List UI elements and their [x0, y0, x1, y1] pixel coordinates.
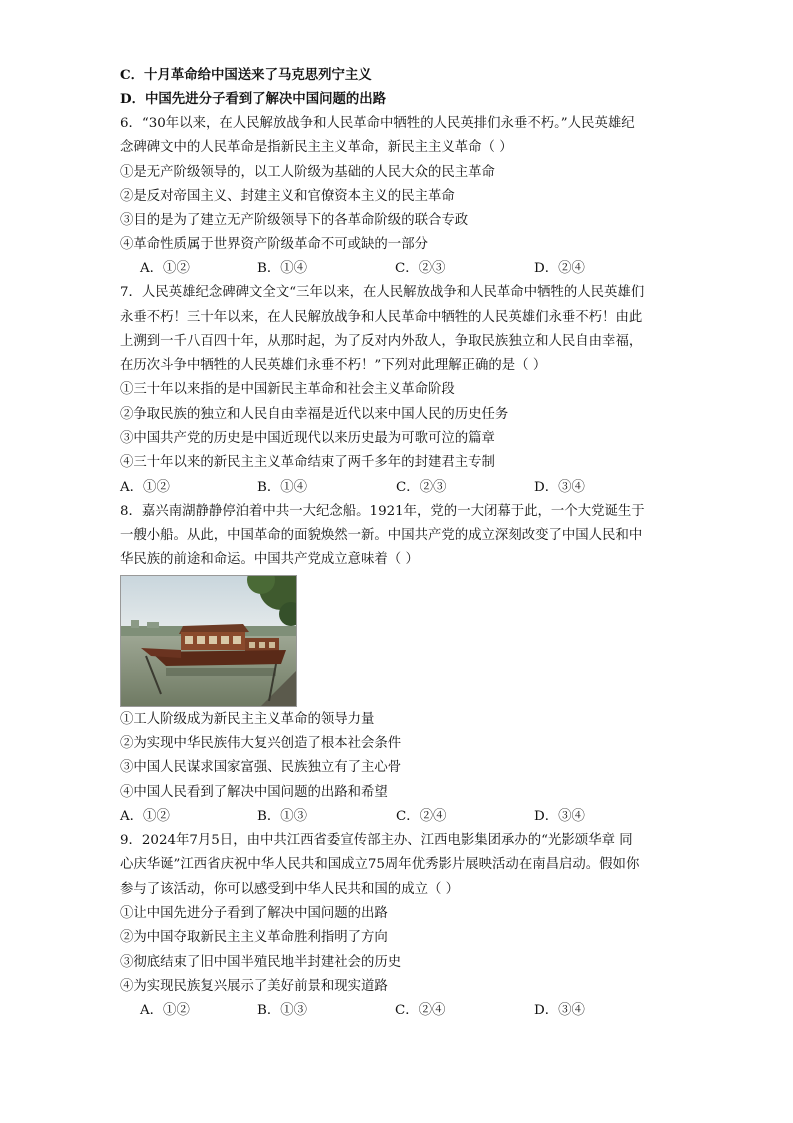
q8-option-a[interactable]: A．①②: [120, 809, 170, 824]
q7-statement-3: ③中国共产党的历史是中国近现代以来历史最为可歌可泣的篇章: [120, 431, 495, 446]
q9-statement-4: ④为实现民族复兴展示了美好前景和现实道路: [120, 979, 388, 994]
q7-stem-line-3: 上溯到一千八百四十年，从那时起，为了反对内外敌人，争取民族独立和人民自由幸福，: [120, 334, 643, 349]
q6-option-a[interactable]: A．①②: [140, 261, 190, 276]
q6-statement-4: ④革命性质属于世界资产阶级革命不可或缺的一部分: [120, 237, 428, 252]
q7-option-a[interactable]: A．①②: [120, 480, 170, 495]
q7-option-d[interactable]: D．③④: [534, 480, 585, 495]
q7-statement-2: ②争取民族的独立和人民自由幸福是近代以来中国人民的历史任务: [120, 407, 509, 422]
q8-stem-line-2: 一艘小船。从此，中国革命的面貌焕然一新。中国共产党的成立深刻改变了中国人民和中: [120, 528, 643, 543]
q9-statement-2: ②为中国夺取新民主主义革命胜利指明了方向: [120, 930, 388, 945]
q9-option-b[interactable]: B．①③: [257, 1003, 308, 1018]
q8-stem-line-3: 华民族的前途和命运。中国共产党成立意味着（ ）: [120, 552, 419, 567]
q7-option-c[interactable]: C．②③: [396, 480, 447, 495]
q9-option-a[interactable]: A．①②: [140, 1003, 190, 1018]
q8-option-b[interactable]: B．①③: [257, 809, 308, 824]
q6-option-b[interactable]: B．①④: [257, 261, 308, 276]
q6-options: [140, 260, 700, 278]
q8-statement-1: ①工人阶级成为新民主主义革命的领导力量: [120, 712, 375, 727]
q9-statement-3: ③彻底结束了旧中国半殖民地半封建社会的历史: [120, 955, 402, 970]
option-d-prev: D．中国先进分子看到了解决中国问题的出路: [120, 91, 387, 107]
q7-stem-line-4: 在历次斗争中牺牲的人民英雄们永垂不朽！”下列对此理解正确的是（ ）: [120, 358, 547, 373]
q7-option-b[interactable]: B．①④: [257, 480, 308, 495]
q6-statement-2: ②是反对帝国主义、封建主义和官僚资本主义的民主革命: [120, 189, 455, 204]
q6-option-c[interactable]: C．②③: [395, 261, 446, 276]
q6-stem-line-2: 念碑碑文中的人民革命是指新民主主义革命，新民主主义革命（ ）: [120, 140, 513, 155]
q9-stem-line-2: 心庆华诞”江西省庆祝中华人民共和国成立75周年优秀影片展映活动在南昌启动。假如你: [120, 857, 640, 872]
q9-option-c[interactable]: C．②④: [395, 1003, 446, 1018]
q6-option-d[interactable]: D．②④: [534, 261, 585, 276]
q7-options: [120, 479, 680, 497]
q7-statement-1: ①三十年以来指的是中国新民主革命和社会主义革命阶段: [120, 382, 455, 397]
red-boat-illustration: [121, 576, 296, 706]
q9-statement-1: ①让中国先进分子看到了解决中国问题的出路: [120, 906, 388, 921]
q6-statement-3: ③目的是为了建立无产阶级领导下的各革命阶级的联合专政: [120, 213, 469, 228]
q9-stem-line-3: 参与了该活动，你可以感受到中华人民共和国的成立（ ）: [120, 882, 460, 897]
q8-option-d[interactable]: D．③④: [534, 809, 585, 824]
q7-statement-4: ④三十年以来的新民主主义革命结束了两千多年的封建君主专制: [120, 455, 495, 470]
q6-statement-1: ①是无产阶级领导的，以工人阶级为基础的人民大众的民主革命: [120, 165, 495, 180]
q6-stem-line-1: 6．“30年以来，在人民解放战争和人民革命中牺牲的人民英排们永垂不朽。”人民英雄纪: [120, 116, 635, 131]
q7-stem-line-2: 永垂不朽！三十年以来，在人民解放战争和人民革命中牺牲的人民英雄们永垂不朽！由此: [120, 310, 643, 325]
q8-options: [120, 808, 680, 826]
q8-statement-4: ④中国人民看到了解决中国问题的出路和希望: [120, 785, 388, 800]
q9-options: [140, 1002, 700, 1020]
q8-statement-3: ③中国人民谋求国家富强、民族独立有了主心骨: [120, 760, 402, 775]
q9-option-d[interactable]: D．③④: [534, 1003, 585, 1018]
q8-stem-line-1: 8．嘉兴南湖静静停泊着中共一大纪念船。1921年，党的一大闭幕于此，一个大党诞生于: [120, 504, 645, 519]
q8-option-c[interactable]: C．②④: [396, 809, 447, 824]
option-c-prev: C．十月革命给中国送来了马克思列宁主义: [120, 67, 372, 83]
q8-statement-2: ②为实现中华民族伟大复兴创造了根本社会条件: [120, 736, 402, 751]
q9-stem-line-1: 9．2024年7月5日，由中共江西省委宣传部主办、江西电影集团承办的“光影颂华章 同: [120, 833, 633, 848]
q7-stem-line-1: 7．人民英雄纪念碑碑文全文“三年以来，在人民解放战争和人民革命中牺牲的人民英雄们: [120, 285, 645, 300]
red-boat-photo: [120, 575, 297, 707]
